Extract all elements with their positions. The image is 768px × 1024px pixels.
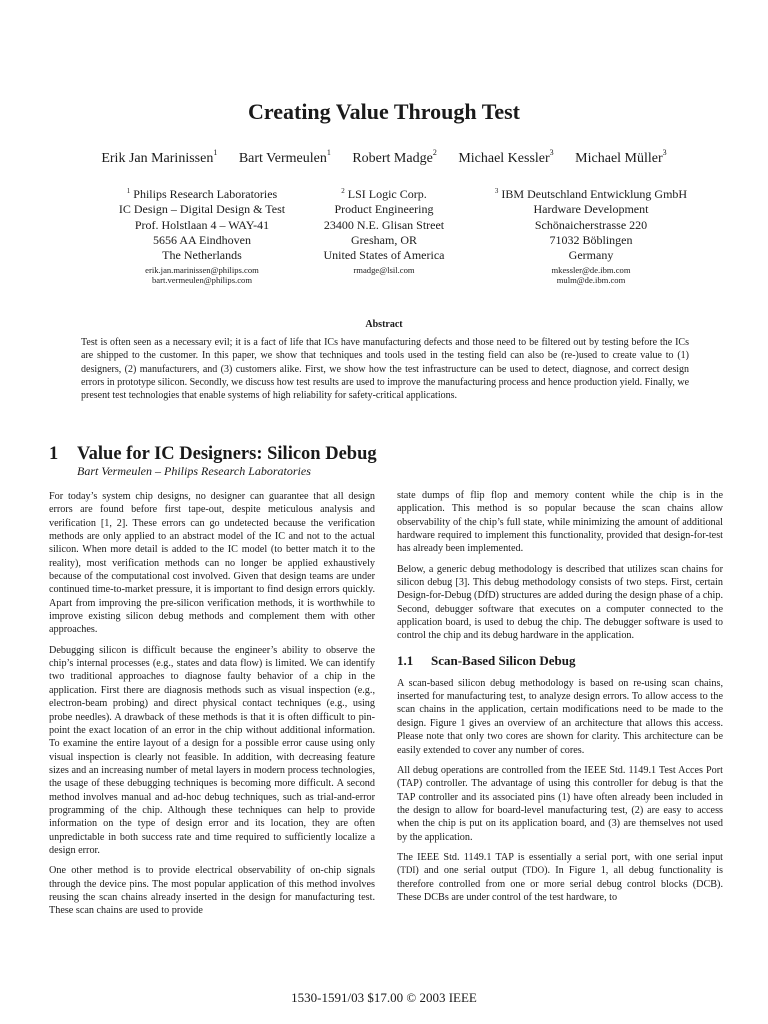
email-link[interactable]: mulm@de.ibm.com [556, 275, 626, 286]
email-link[interactable]: bart.vermeulen@philips.com [151, 275, 253, 286]
email-link[interactable]: erik.jan.marinissen@philips.com [145, 265, 259, 276]
paragraph: Debugging silicon is difficult because the engineer’s ability to observe the chip’s internal processes (e.g., states and data flow) is limited. We can identify two traditional approaches to diagnose faulty behavior of a chip in the application. First there are diagnosis methods such as visual inspection (e.g., electron-beam probing) and direct physical contact techniques (e.g., using probe needles). A drawback of these methods is that it is often difficult to pin-point the exact location of an error in the chip without additional information. To examine the entire layout of a design for a possible error cause using only visual inspection is clearly not feasible. In addition, with decreasing feature sizes and an increasing number of metal layers in modern process technologies, the usage of these debugging techniques is becoming more difficult. A second method involves manual and ad-hoc debug techniques, such as trial-and-error programming of the chip. Although these techniques can help to provide information on the type of design error and its location, they are often unpredictable in both success rate and time required to sufficiently localize a design error. [49, 644, 375, 856]
right-column [397, 489, 723, 911]
email-link[interactable]: rmadge@lsil.com [353, 265, 415, 276]
left-column [49, 490, 375, 925]
author: Erik Jan Marinissen$^1$ [101, 148, 218, 166]
section-byline: Bart Vermeulen – Philips Research Laboratories [77, 464, 311, 478]
paragraph: A scan-based silicon debug methodology is based on re-using scan chains, inserted for manufacturing test, to analyze design errors. To allow access to the scan chains in the application, certain modifications need to be made to the design. Figure 1 gives an overview of an architecture that allows this access. Please note that only two cores are shown for clarity. This architecture can be easily extended to cover any number of cores. [397, 677, 723, 756]
author: Michael Müller$^3$ [575, 148, 667, 166]
affiliation-ibm: $^3$ IBM Deutschland Entwicklung GmbH Hardware Development Schönaicherstrasse 220 71032 Böblingen Germany mkessler@de.ibm.com mulm@de.ibm.com [472, 187, 710, 285]
section-heading: 1 Value for IC Designers: Silicon Debug [49, 444, 377, 464]
paragraph: The IEEE Std. 1149.1 TAP is essentially a serial port, with one serial input (TDI) and one serial output (TDO). In Figure 1, all debug functionality is therefore controlled from one or more serial debug control blocks (DCB). These DCBs are under control of the test hardware, to [397, 851, 723, 903]
author: Bart Vermeulen$^1$ [238, 148, 331, 166]
author: Robert Madge$^2$ [352, 148, 437, 166]
copyright-footer: 1530-1591/03 $17.00 © 2003 IEEE [291, 990, 477, 1005]
paragraph: state dumps of flip flop and memory content while the chip is in the application. This method is so popular because the scan chains allow observability of the chip’s full state, while minimizing the amount of additional hardware required to implement this functionality, provided that design-for-test has already been implemented. [397, 490, 723, 555]
abstract-heading: Abstract [365, 319, 403, 330]
affiliation-philips: $^1$ Philips Research Laboratories IC Design – Digital Design & Test Prof. Holstlaan 4 – WAY-41 5656 AA Eindhoven The Netherlands erik.jan.marinissen@philips.com bart.vermeulen@philips.com [84, 187, 320, 285]
abstract-text: Test is often seen as a necessary evil; it is a fact of life that ICs have manufacturing defects and those need to be filtered out by testing before the ICs are shipped to the customer. In this paper, we show that techniques and tools used in the testing field can also be (re-)used to create value to (1) designers, (2) manufacturers, and (3) customers alike. First, we show how the test infrastructure can be used to detect, diagnose, and correct design errors in prototype silicon. Secondly, we discuss how test results are used to improve the manufacturing process and hence production yield. Finally, we present test technologies that enable systems of high reliability for safety-critical applications. [81, 337, 690, 402]
paragraph: All debug operations are controlled from the IEEE Std. 1149.1 Test Acces Port (TAP) controller. The advantage of using this controller for debug is that the TAP controller and its associated pins (1) have often already been included in the design to allow for board-level manufacturing test, (2) are easy to access when the chip is put on its application board, and (3) are themselves not used by the application. [397, 764, 723, 843]
paragraph: For today’s system chip designs, no designer can guarantee that all design errors are found before first tape-out, despite meticulous analysis and verification [1, 2]. These errors can go undetected because the verification methods are only applied to an abstract model of the IC and not to the actual silicon. When more detail is added to the IC model (to better match it to the reality), most verification methods can no longer be applied exhaustively because of the computational cost involved. Given that design teams are under continued time-to-market pressure, it is important to find design errors quickly. Apart from improving the pre-silicon verification methods, it is worthwhile to improve existing silicon debug methods and complement them with other approaches. [49, 491, 375, 636]
email-link[interactable]: mkessler@de.ibm.com [551, 265, 631, 276]
paragraph: Below, a generic debug methodology is described that utilizes scan chains for silicon debug [3]. This debug methodology consists of two steps. First, certain Design-for-Debug (DfD) structures are added during the design phase of a chip. Second, debugger software that executes on a computer connected to the application board, is used to debug the chip. The debugger software is used to control the chip and its debug hardware in the application. [397, 563, 723, 642]
affiliation-lsi: $^2$ LSI Logic Corp. Product Engineering 23400 N.E. Glisan Street Gresham, OR United States of America rmadge@lsil.com [296, 187, 472, 275]
subsection-heading: 1.1 Scan-Based Silicon Debug [397, 652, 576, 668]
paper-title: Creating Value Through Test [247, 99, 521, 124]
author-list [0, 150, 768, 168]
author: Michael Kessler$^3$ [458, 148, 554, 166]
paragraph: One other method is to provide electrical observability of on-chip signals through the device pins. The most popular application of this method involves reusing the scan chains already inserted in the design for manufacturing test. These scan chains are used to provide [49, 865, 375, 917]
